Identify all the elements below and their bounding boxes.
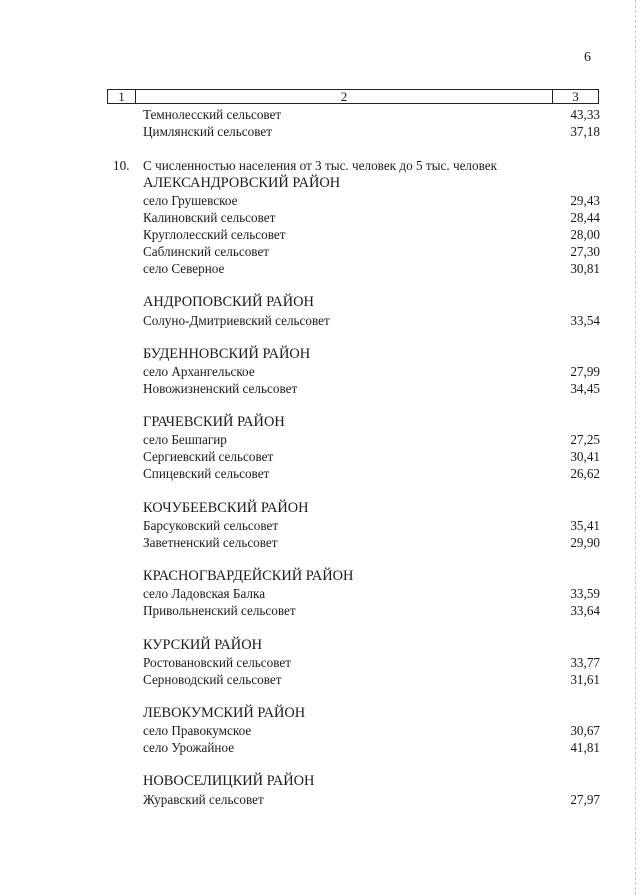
row-name: село Правокумское (143, 723, 252, 738)
row-name: Саблинский сельсовет (143, 244, 270, 259)
table-header-col-2: 2 (136, 90, 553, 103)
row-name: Калиновский сельсовет (143, 210, 276, 225)
table-row (0, 106, 640, 123)
table-row (0, 192, 640, 209)
table-row (0, 209, 640, 226)
row-name: Солуно-Дмитриевский сельсовет (143, 313, 330, 328)
district-heading: БУДЕННОВСКИЙ РАЙОН (143, 346, 311, 362)
table-row (0, 260, 640, 277)
row-name: село Урожайное (143, 740, 235, 755)
table-row (0, 739, 640, 756)
district-heading: КУРСКИЙ РАЙОН (143, 637, 262, 653)
row-name: Журавский сельсовет (143, 792, 264, 807)
row-name: село Грушевское (143, 193, 238, 208)
table-row (0, 465, 640, 482)
district-heading: КРАСНОГВАРДЕЙСКИЙ РАЙОН (143, 568, 354, 584)
table-row (0, 722, 640, 739)
table-header-col-3: 3 (572, 89, 579, 104)
row-name: Новожизненский сельсовет (143, 381, 298, 396)
row-value: 30,41 (570, 449, 600, 464)
table-row (0, 654, 640, 671)
row-name: Темнолесский сельсовет (143, 107, 282, 122)
page-number: 6 (584, 50, 591, 65)
row-name: Ростовановский сельсовет (143, 655, 292, 670)
district-heading: ГРАЧЕВСКИЙ РАЙОН (143, 414, 285, 430)
table-row (0, 431, 640, 448)
district-heading: КОЧУБЕЕВСКИЙ РАЙОН (143, 500, 309, 516)
row-name: село Северное (143, 261, 225, 276)
row-name: Круглолесский сельсовет (143, 227, 286, 242)
row-name: Барсуковский сельсовет (143, 518, 279, 533)
table-row (0, 226, 640, 243)
row-value: 27,30 (570, 244, 600, 259)
table-row (0, 602, 640, 619)
row-value: 27,99 (570, 364, 600, 379)
table-row (0, 123, 640, 140)
row-name: Привольненский сельсовет (143, 603, 296, 618)
table-row (0, 517, 640, 534)
row-name: Серноводский сельсовет (143, 672, 282, 687)
table-row (0, 585, 640, 602)
district-heading: АЛЕКСАНДРОВСКИЙ РАЙОН (143, 175, 341, 191)
row-value: 33,59 (570, 586, 600, 601)
row-value: 28,44 (570, 210, 600, 225)
table-row (0, 534, 640, 551)
row-name: Спицевский сельсовет (143, 466, 270, 481)
row-value: 29,90 (570, 535, 600, 550)
row-value: 28,00 (570, 227, 600, 242)
section-number: 10. (113, 158, 130, 173)
row-value: 33,77 (570, 655, 600, 670)
table-row (0, 243, 640, 260)
district-heading: ЛЕВОКУМСКИЙ РАЙОН (143, 705, 306, 721)
table-header (107, 89, 599, 104)
row-value: 41,81 (570, 740, 600, 755)
table-row (0, 312, 640, 329)
row-value: 26,62 (570, 466, 600, 481)
row-value: 35,41 (570, 518, 600, 533)
row-value: 30,81 (570, 261, 600, 276)
district-heading: АНДРОПОВСКИЙ РАЙОН (143, 294, 314, 310)
row-name: Заветненский сельсовет (143, 535, 278, 550)
table-row (0, 791, 640, 808)
table-row (0, 380, 640, 397)
row-value: 43,33 (570, 107, 600, 122)
row-value: 34,45 (570, 381, 600, 396)
row-value: 33,54 (570, 313, 600, 328)
row-value: 31,61 (570, 672, 600, 687)
table-row (0, 363, 640, 380)
table-row (0, 671, 640, 688)
row-name: Сергиевский сельсовет (143, 449, 274, 464)
table-header-col-1: 1 (108, 90, 136, 103)
section-heading (0, 157, 640, 174)
row-name: Цимлянский сельсовет (143, 124, 272, 139)
row-value: 37,18 (570, 124, 600, 139)
row-name: село Ладовская Балка (143, 586, 266, 601)
row-name: село Бешпагир (143, 432, 227, 447)
table-row (0, 448, 640, 465)
district-heading: НОВОСЕЛИЦКИЙ РАЙОН (143, 773, 315, 789)
row-value: 29,43 (570, 193, 600, 208)
row-value: 30,67 (570, 723, 600, 738)
row-value: 33,64 (570, 603, 600, 618)
row-value: 27,25 (570, 432, 600, 447)
row-value: 27,97 (570, 792, 600, 807)
row-name: село Архангельское (143, 364, 255, 379)
section-title: С численностью населения от 3 тыс. человек до 5 тыс. человек (143, 158, 498, 173)
